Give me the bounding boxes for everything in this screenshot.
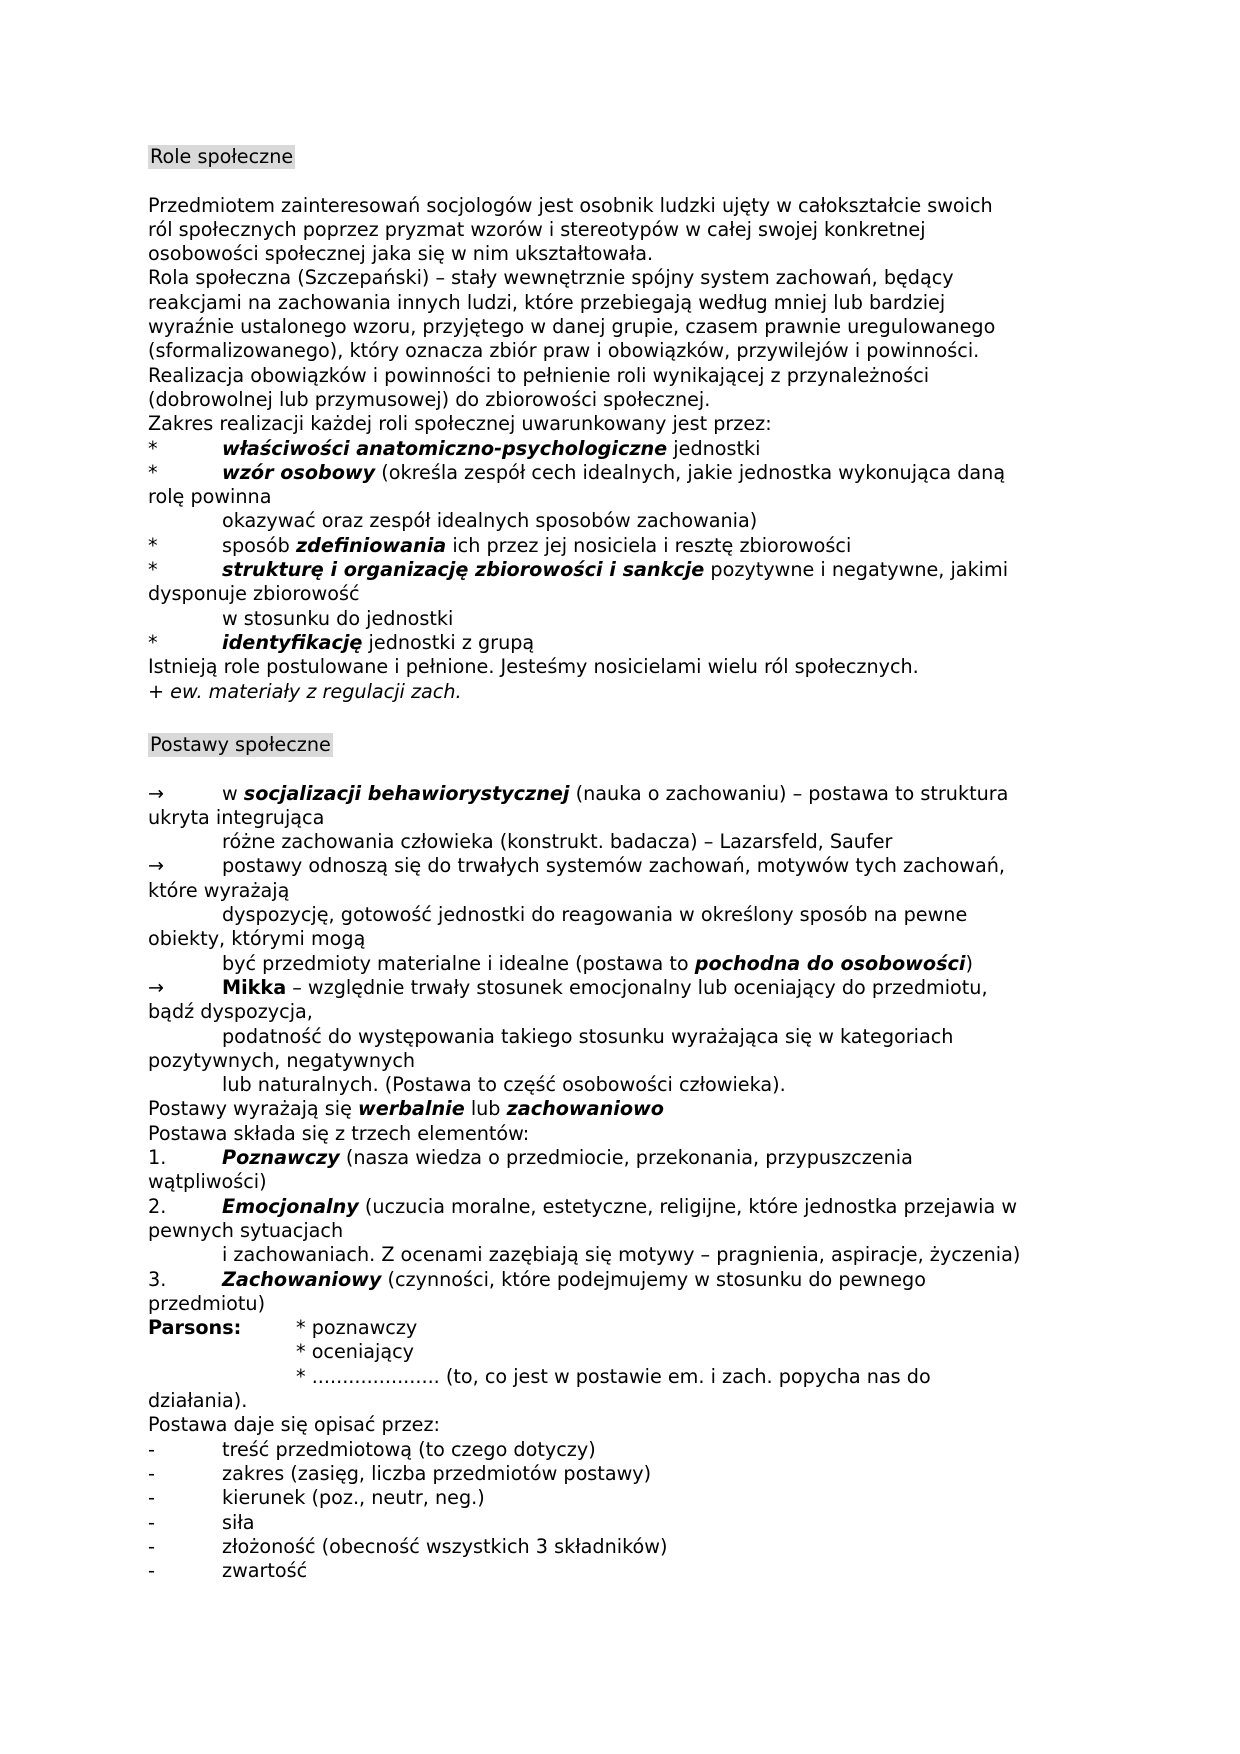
bullet-marker: * [148, 436, 158, 460]
arrow-item: → Mikka – względnie trwały stosunek emocjonalny lub oceniający do przedmiotu, [148, 975, 988, 999]
paragraph-line: Realizacja obowiązków i powinności to pełnienie roli wynikającej z przynależności [148, 363, 930, 387]
numbered-item: 3. Zachowaniowy (czynności, które podejmujemy w stosunku do pewnego [148, 1267, 926, 1291]
section-postawy-spoleczne: Postawy społeczne → w socjalizacji behawiorystycznej (nauka o zachowaniu) – postawa to struktura ukryta integrująca różne zachowania człowieka (konstrukt. badacza) – Lazarsfeld, Saufer → postawy odnoszą się do trwałych systemów zachowań, motywów tych zachowań, które wyrażają dyspozycję, gotowość jednostki do reagowania w określony sposób na pewne obiekty, którymi mogą być przedmioty materialne i idealne (postawa to pochodna do osobowości) → Mikka – względnie trwały stosunek emocjonalny lub oceniający do przedmiotu, bądź dyspozycja, podatność do występowania takiego stosunku wyrażająca się w kategoriach pozytywnych, negatywnych lub naturalnych. (Postawa to część osobowości człowieka). Postawy wyrażają się werbalnie lub zachowaniowo Postawa składa się z trzech elementów: 1. Poznawczy (nasza wiedza o przedmiocie, przekonania, przypuszczenia wątpliwości) 2. Emocjonalny (uczucia moralne, estetyczne, religijne, które jednostka przejawia w pewnych sytuacjach i zachowaniach. Z ocenami zazębiają się motywy – pragnienia, aspiracje, życzenia) 3. Zachowaniowy (czynności, które podejmujemy w stosunku do pewnego przedmiotu) Parsons: * poznawczy * oceniający * ..................... (to, co jest w postawie em. i zach. popycha nas do działania). Postawa daje się opisać przez: - treść przedmiotową (to czego dotyczy) - zakres (zasięg, liczba przedmiotów postawy) - kierunek (poz., neutr, neg.) - siła - złożoność (obecność wszystkich 3 składników) - zwartość [148, 733, 1098, 1583]
arrow-icon: → [148, 975, 165, 999]
paragraph-line: Istnieją role postulowane i pełnione. Jesteśmy nosicielami wielu ról społecznych. [148, 655, 919, 679]
paragraph-line: (dobrowolnej lub przymusowej) do zbiorowości społecznej. [148, 387, 711, 411]
paragraph-line: Rola społeczna (Szczepański) – stały wewnętrznie spójny system zachowań, będący [148, 266, 954, 290]
paragraph-line: osobowości społecznej jaka się w nim ukształtowała. [148, 242, 654, 266]
arrow-icon: → [148, 854, 165, 878]
dash-item: - złożoność (obecność wszystkich 3 składników) [148, 1534, 668, 1558]
paragraph-line: Postawy wyrażają się werbalnie lub zachowaniowo [148, 1097, 664, 1121]
paragraph-line: reakcjami na zachowania innych ludzi, które przebiegają według mniej lub bardziej [148, 290, 946, 314]
dash-item: - kierunek (poz., neutr, neg.) [148, 1486, 485, 1510]
bullet-item: * sposób zdefiniowania ich przez jej nosiciela i resztę zbiorowości [148, 533, 852, 557]
paragraph-line: Postawa daje się opisać przez: [148, 1413, 440, 1437]
paragraph-line: Zakres realizacji każdej roli społecznej uwarunkowany jest przez: [148, 412, 772, 436]
dash-item: - siła [148, 1510, 255, 1534]
paragraph-line: wyraźnie ustalonego wzoru, przyjętego w danej grupie, czasem prawnie uregulowanego [148, 315, 996, 339]
arrow-icon: → [148, 781, 165, 805]
bullet-marker: * [148, 533, 158, 557]
paragraph-line: (sformalizowanego), który oznacza zbiór praw i obowiązków, przywilejów i powinności. [148, 339, 980, 363]
parsons-list: Parsons: * poznawczy [148, 1316, 418, 1340]
paragraph-line: Postawa składa się z trzech elementów: [148, 1121, 530, 1145]
section-heading: Role społeczne [150, 145, 294, 168]
bullet-marker: * [148, 630, 158, 654]
section-heading: Postawy społeczne [150, 733, 331, 756]
paragraph-line: Przedmiotem zainteresowań socjologów jest osobnik ludzki ujęty w całokształcie swoich [148, 193, 993, 217]
dash-item: - treść przedmiotową (to czego dotyczy) [148, 1437, 596, 1461]
arrow-item: → w socjalizacji behawiorystycznej (nauka o zachowaniu) – postawa to struktura [148, 781, 1009, 805]
section-role-spoleczne: Role społeczne Przedmiotem zainteresowań socjologów jest osobnik ludzki ujęty w całokształcie swoich ról społecznych poprzez pryzmat wzorów i stereotypów w całej swojej konkretnej osobowości społecznej jaka się w nim ukształtowała. Rola społeczna (Szczepański) – stały wewnętrznie spójny system zachowań, będący reakcjami na zachowania innych ludzi, które przebiegają według mniej lub bardziej wyraźnie ustalonego wzoru, przyjętego w danej grupie, czasem prawnie uregulowanego (sformalizowanego), który oznacza zbiór praw i obowiązków, przywilejów i powinności. Realizacja obowiązków i powinności to pełnienie roli wynikającej z przynależności (dobrowolnej lub przymusowej) do zbiorowości społecznej. Zakres realizacji każdej roli społecznej uwarunkowany jest przez: * właściwości anatomiczno-psychologiczne jednostki * wzór osobowy (określa zespół cech idealnych, jakie jednostka wykonująca daną rolę powinna okazywać oraz zespół idealnych sposobów zachowania) * sposób zdefiniowania ich przez jej nosiciela i resztę zbiorowości * strukturę i organizację zbiorowości i sankcje pozytywne i negatywne, jakimi dysponuje zbiorowość w stosunku do jednostki * identyfikację jednostki z grupą Istnieją role postulowane i pełnione. Jesteśmy nosicielami wielu ról społecznych. + ew. materiały z regulacji zach. [148, 145, 1098, 704]
dash-item: - zakres (zasięg, liczba przedmiotów postawy) [148, 1461, 652, 1485]
bullet-item: * właściwości anatomiczno-psychologiczne jednostki [148, 436, 761, 460]
bullet-item: * wzór osobowy (określa zespół cech idealnych, jakie jednostka wykonująca daną [148, 460, 1006, 484]
numbered-item: 2. Emocjonalny (uczucia moralne, estetyczne, religijne, które jednostka przejawia w [148, 1194, 1018, 1218]
bullet-item: * strukturę i organizację zbiorowości i sankcje pozytywne i negatywne, jakimi [148, 558, 1009, 582]
paragraph-line: ról społecznych poprzez pryzmat wzorów i stereotypów w całej swojej konkretnej [148, 217, 926, 241]
note-line: + ew. materiały z regulacji zach. [148, 679, 462, 703]
dash-item: - zwartość [148, 1559, 308, 1583]
bullet-marker: * [148, 460, 158, 484]
bullet-marker: * [148, 558, 158, 582]
arrow-item: → postawy odnoszą się do trwałych systemów zachowań, motywów tych zachowań, [148, 854, 1006, 878]
bullet-item: * identyfikację jednostki z grupą [148, 630, 535, 654]
numbered-item: 1. Poznawczy (nasza wiedza o przedmiocie, przekonania, przypuszczenia [148, 1146, 913, 1170]
